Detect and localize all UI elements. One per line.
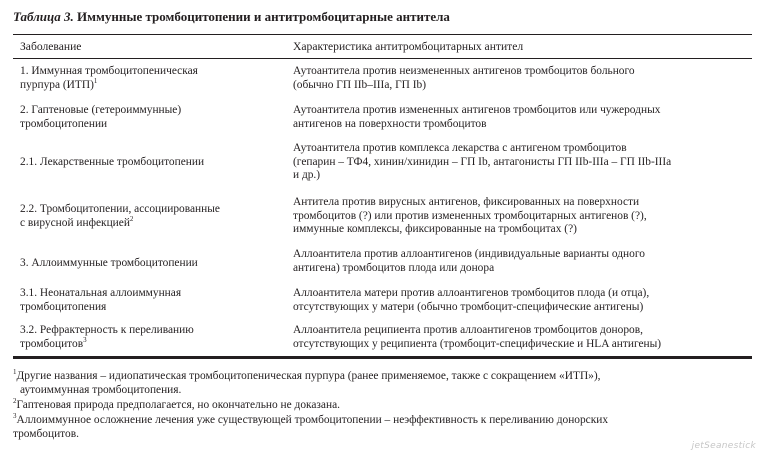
table-bottom-rule xyxy=(13,356,752,359)
watermark: jetSeanestick xyxy=(691,441,756,451)
footnote-ref-2: 2 xyxy=(129,214,134,223)
table-caption xyxy=(13,9,450,25)
table-top-rule xyxy=(13,34,752,35)
table-row-3-disease: 2.1. Лекарственные тромбоцитопении xyxy=(20,156,205,168)
column-header-antibodies: Характеристика антитромбоцитарных антител xyxy=(293,40,524,53)
table-row-7-disease: 3.2. Рефрактерность к переливанию тромбоцитов$^3$ xyxy=(20,324,194,350)
table-row-5-disease: 3. Аллоиммунные тромбоцитопении xyxy=(20,257,198,269)
table-row-4-description: Антитела против вирусных антигенов, фиксированных на поверхности тромбоцитов (?) или против измененных тромбоцитарных антигенов (?), иммунные комплексы, фиксированные на тромбоцитах (?) xyxy=(293,196,647,235)
table-row-3-description: Аутоантитела против комплекса лекарства с антигеном тромбоцитов (гепарин – ТФ4, хинин/хинидин – ГП Ib, антагонисты ГП IIb-IIIa – ГП IIb-IIIa и др.) xyxy=(293,142,672,181)
table-row-5-description: Аллоантитела против аллоантигенов (индивидуальные варианты одного антигена) тромбоцитов плода или донора xyxy=(293,248,645,274)
table-row-7-description: Аллоантитела реципиента против аллоантигенов тромбоцитов доноров, отсутствующих у реципиента (тромбоцит-специфические и HLA антигены) xyxy=(293,324,662,350)
caption-text: Иммунные тромбоцитопении и антитромбоцитарные антитела xyxy=(77,9,450,24)
table-row-4-disease: 2.2. Тромбоцитопении, ассоциированные с вирусной инфекцией$^2$ xyxy=(20,203,220,229)
table-row-1-description: Аутоантитела против неизмененных антигенов тромбоцитов больного (обычно ГП IIb–IIIa, ГП Ib) xyxy=(293,65,635,91)
table-row-6-description: Аллоантитела матери против аллоантигенов тромбоцитов плода (и отца), отсутствующих у матери (обычно тромбоцит-специфические антигены) xyxy=(293,287,650,313)
table-row-2-description: Аутоантитела против измененных антигенов тромбоцитов или чужеродных антигенов на поверхности тромбоцитов xyxy=(293,104,661,130)
footnote-ref-3: 3 xyxy=(83,335,87,344)
footnote-3: $^3$Аллоиммунное осложнение лечения уже существующей тромбоцитопении – неэффективность к переливанию донорских тромбоцитов. xyxy=(13,412,609,440)
caption-label: Таблица 3. xyxy=(13,9,74,24)
footnote-1: $^1$Другие названия – идиопатическая тромбоцитопеническая пурпура (ранее применяемое, также с сокращением «ИТП»), аутоиммунная тромбоцитопения. xyxy=(13,368,601,396)
table-row-2-disease: 2. Гаптеновые (гетероиммунные) тромбоцитопении xyxy=(20,104,182,130)
table-row-1-disease: 1. Иммунная тромбоцитопеническая пурпура (ИТП)$^1$ xyxy=(20,65,198,91)
table-row-6-disease: 3.1. Неонатальная аллоиммунная тромбоцитопения xyxy=(20,287,182,313)
footnote-2: $^2$Гаптеновая природа предполагается, но окончательно не доказана. xyxy=(13,397,340,411)
footnote-ref-1: 1 xyxy=(93,76,98,85)
header-rule xyxy=(13,58,752,59)
column-header-disease: Заболевание xyxy=(20,40,82,53)
